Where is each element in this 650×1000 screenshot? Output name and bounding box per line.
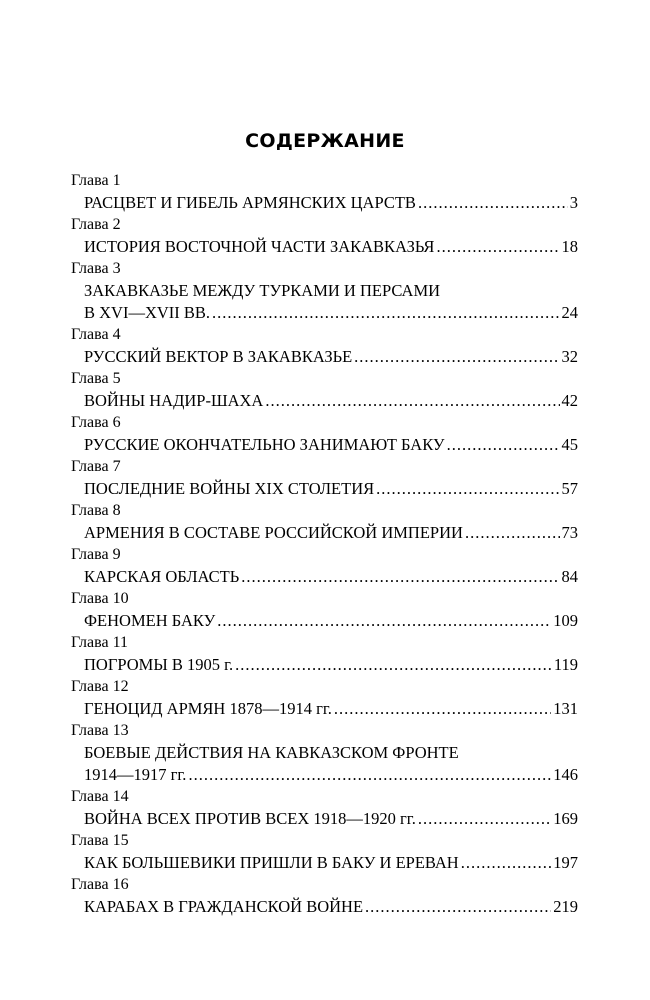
chapter-title: КАК БОЛЬШЕВИКИ ПРИШЛИ В БАКУ И ЕРЕВАН bbox=[84, 853, 459, 872]
toc-entry bbox=[0, 786, 650, 830]
chapter-title-line bbox=[0, 346, 578, 368]
toc-entry bbox=[0, 874, 650, 918]
chapter-title: 1914—1917 гг. bbox=[84, 765, 187, 784]
chapter-title: ЗАКАВКАЗЬЕ МЕЖДУ ТУРКАМИ И ПЕРСАМИ bbox=[84, 281, 441, 300]
toc-entry bbox=[0, 368, 650, 412]
chapter-label: Глава 2 bbox=[71, 216, 121, 233]
toc-entry bbox=[0, 588, 650, 632]
toc-entry bbox=[0, 170, 650, 214]
chapter-title: ПОСЛЕДНИЕ ВОЙНЫ XIX СТОЛЕТИЯ bbox=[84, 479, 375, 498]
chapter-label: Глава 15 bbox=[71, 832, 129, 849]
page-number: 57 bbox=[561, 479, 578, 498]
chapter-title-line bbox=[0, 280, 578, 302]
chapter-title: РАСЦВЕТ И ГИБЕЛЬ АРМЯНСКИХ ЦАРСТВ bbox=[84, 193, 416, 212]
chapter-title-line bbox=[0, 390, 578, 412]
chapter-title: ВОЙНА ВСЕХ ПРОТИВ ВСЕХ 1918—1920 гг. bbox=[84, 809, 416, 828]
toc-entry bbox=[0, 258, 650, 324]
chapter-title-line bbox=[0, 192, 578, 214]
chapter-title: ИСТОРИЯ ВОСТОЧНОЙ ЧАСТИ ЗАКАВКАЗЬЯ bbox=[84, 237, 435, 256]
dot-leader bbox=[265, 390, 559, 412]
chapter-title: ПОГРОМЫ В 1905 г. bbox=[84, 655, 234, 674]
page-number: 109 bbox=[553, 611, 578, 630]
page-title: СОДЕРЖАНИЕ bbox=[245, 130, 405, 152]
chapter-title-line bbox=[0, 610, 578, 632]
page-number: 197 bbox=[553, 853, 578, 872]
chapter-label: Глава 10 bbox=[71, 590, 129, 607]
chapter-title-line bbox=[0, 522, 578, 544]
chapter-title-line bbox=[0, 236, 578, 258]
chapter-title-line bbox=[0, 478, 578, 500]
page-number: 73 bbox=[561, 523, 578, 542]
page-number: 24 bbox=[561, 303, 578, 322]
page-number: 169 bbox=[553, 809, 578, 828]
dot-leader bbox=[418, 808, 551, 830]
page-number: 42 bbox=[561, 391, 578, 410]
chapter-title-line bbox=[0, 764, 578, 786]
chapter-title: ФЕНОМЕН БАКУ bbox=[84, 611, 216, 630]
chapter-title-line bbox=[0, 852, 578, 874]
chapter-title: БОЕВЫЕ ДЕЙСТВИЯ НА КАВКАЗСКОМ ФРОНТЕ bbox=[84, 743, 459, 762]
table-of-contents bbox=[0, 170, 650, 918]
page-number: 131 bbox=[553, 699, 578, 718]
dot-leader bbox=[365, 896, 551, 918]
chapter-title: РУССКИЕ ОКОНЧАТЕЛЬНО ЗАНИМАЮТ БАКУ bbox=[84, 435, 445, 454]
chapter-title-line bbox=[0, 698, 578, 720]
toc-entry bbox=[0, 720, 650, 786]
toc-entry bbox=[0, 830, 650, 874]
toc-entry bbox=[0, 324, 650, 368]
toc-entry bbox=[0, 412, 650, 456]
toc-entry bbox=[0, 214, 650, 258]
chapter-label: Глава 11 bbox=[71, 634, 128, 651]
chapter-label: Глава 5 bbox=[71, 370, 121, 387]
chapter-label: Глава 12 bbox=[71, 678, 129, 695]
dot-leader bbox=[465, 522, 560, 544]
chapter-title-line bbox=[0, 742, 578, 764]
chapter-label: Глава 1 bbox=[71, 172, 121, 189]
chapter-title-line bbox=[0, 566, 578, 588]
chapter-label: Глава 4 bbox=[71, 326, 121, 343]
chapter-title: РУССКИЙ ВЕКТОР В ЗАКАВКАЗЬЕ bbox=[84, 347, 353, 366]
page-number: 119 bbox=[553, 655, 578, 674]
chapter-title: АРМЕНИЯ В СОСТАВЕ РОССИЙСКОЙ ИМПЕРИИ bbox=[84, 523, 463, 542]
toc-entry bbox=[0, 544, 650, 588]
chapter-title: ГЕНОЦИД АРМЯН 1878—1914 гг. bbox=[84, 699, 332, 718]
dot-leader bbox=[436, 236, 559, 258]
dot-leader bbox=[217, 610, 551, 632]
chapter-title: КАРАБАХ В ГРАЖДАНСКОЙ ВОЙНЕ bbox=[84, 897, 364, 916]
dot-leader bbox=[212, 302, 559, 324]
page-number: 219 bbox=[553, 897, 578, 916]
page-number: 146 bbox=[553, 765, 578, 784]
chapter-label: Глава 3 bbox=[71, 260, 121, 277]
chapter-title-line bbox=[0, 654, 578, 676]
toc-entry bbox=[0, 632, 650, 676]
chapter-title-line bbox=[0, 896, 578, 918]
toc-entry bbox=[0, 676, 650, 720]
chapter-label: Глава 7 bbox=[71, 458, 121, 475]
dot-leader bbox=[354, 346, 559, 368]
dot-leader bbox=[461, 852, 552, 874]
chapter-label: Глава 13 bbox=[71, 722, 129, 739]
dot-leader bbox=[241, 566, 559, 588]
page-number: 3 bbox=[569, 193, 578, 212]
toc-entry bbox=[0, 456, 650, 500]
chapter-title-line bbox=[0, 302, 578, 324]
page-number: 84 bbox=[561, 567, 578, 586]
dot-leader bbox=[235, 654, 552, 676]
chapter-title-line bbox=[0, 434, 578, 456]
chapter-title: ВОЙНЫ НАДИР-ШАХА bbox=[84, 391, 264, 410]
toc-entry bbox=[0, 500, 650, 544]
dot-leader bbox=[334, 698, 551, 720]
chapter-title: В XVI—XVII ВВ. bbox=[84, 303, 211, 322]
dot-leader bbox=[188, 764, 551, 786]
chapter-label: Глава 9 bbox=[71, 546, 121, 563]
chapter-label: Глава 14 bbox=[71, 788, 129, 805]
chapter-title: КАРСКАЯ ОБЛАСТЬ bbox=[84, 567, 240, 586]
page-number: 45 bbox=[561, 435, 578, 454]
chapter-title-line bbox=[0, 808, 578, 830]
chapter-label: Глава 6 bbox=[71, 414, 121, 431]
dot-leader bbox=[376, 478, 559, 500]
dot-leader bbox=[418, 192, 568, 214]
page-number: 18 bbox=[561, 237, 578, 256]
dot-leader bbox=[447, 434, 560, 456]
chapter-label: Глава 16 bbox=[71, 876, 129, 893]
chapter-label: Глава 8 bbox=[71, 502, 121, 519]
page-number: 32 bbox=[561, 347, 578, 366]
